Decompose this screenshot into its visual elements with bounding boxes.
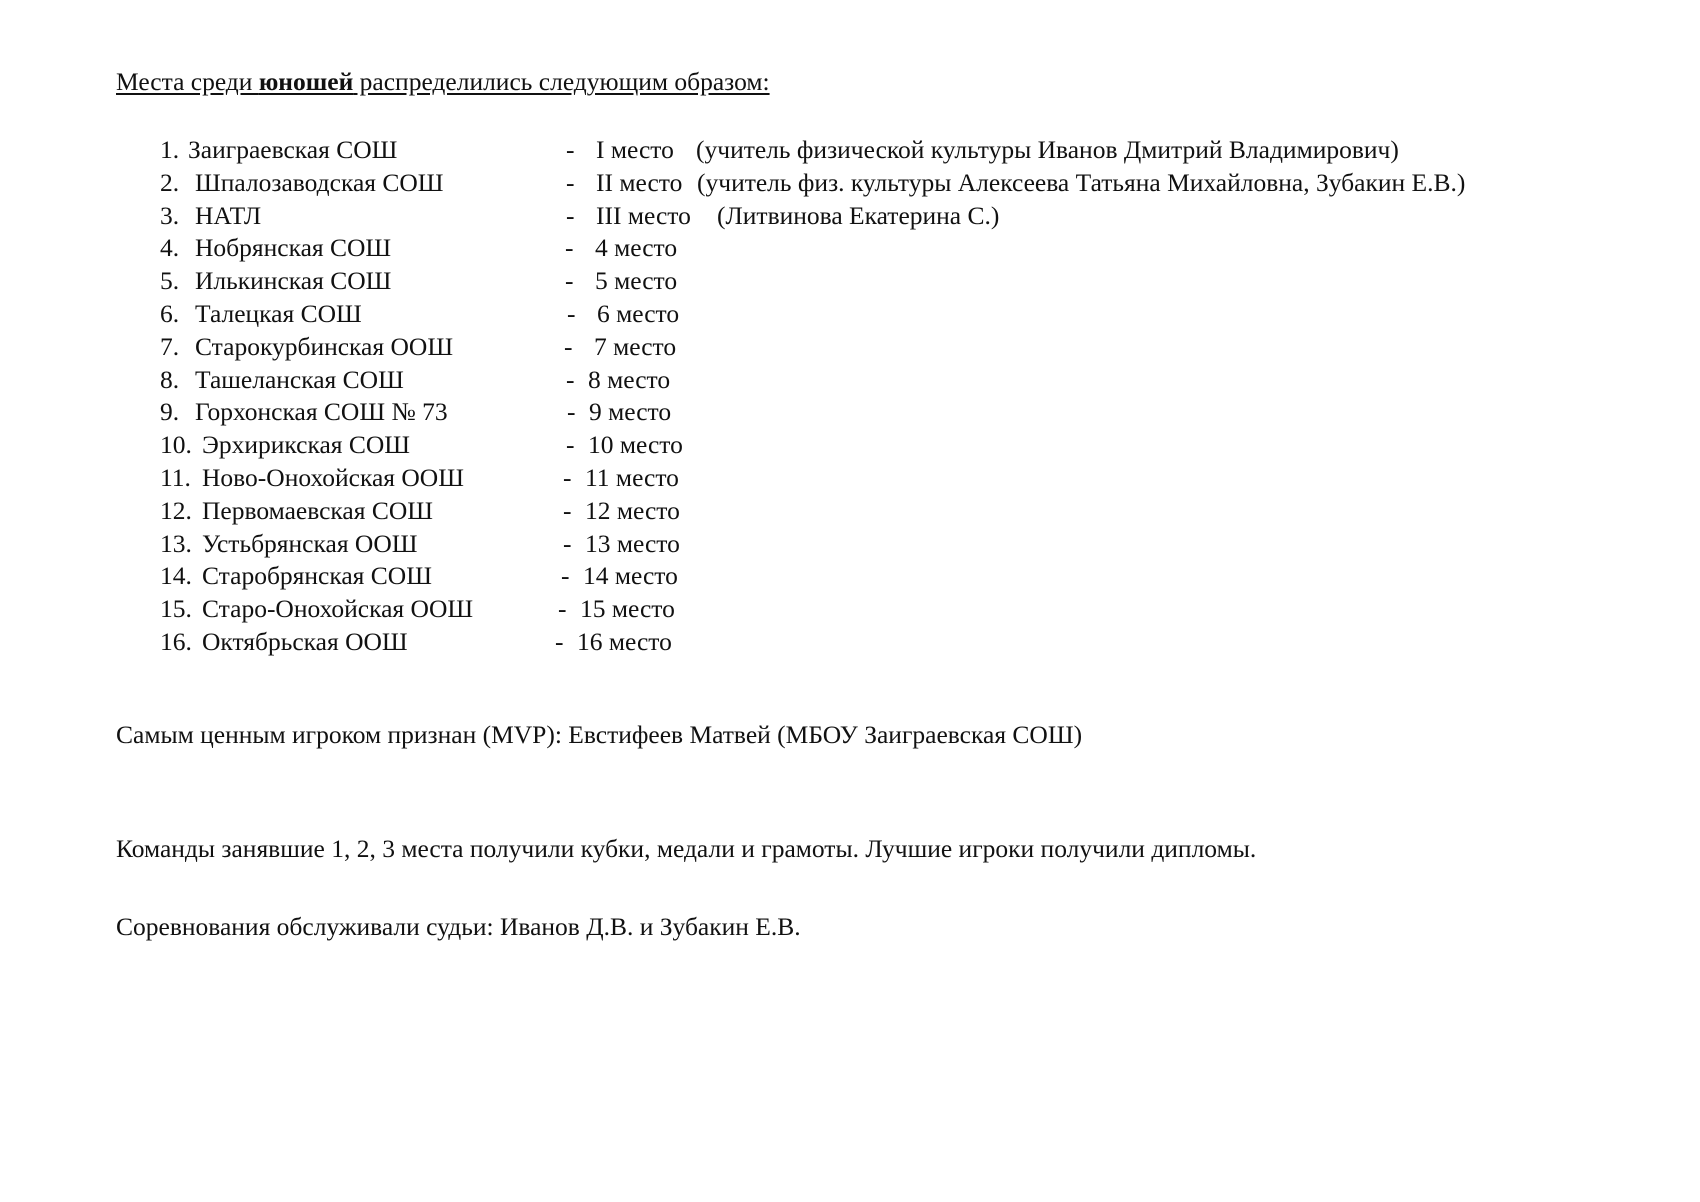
place-label: 10 место [588,430,683,460]
place-label: 11 место [585,462,679,492]
place-label: 9 место [589,397,672,427]
heading-suffix: распределились следующим образом: [353,67,770,96]
separator-dash: - [563,528,572,558]
rank-number: 11. [160,462,191,492]
rank-number: 14. [160,561,192,591]
rank-number: 4. [160,233,180,263]
school-name: Первомаевская СОШ [202,495,433,525]
separator-dash: - [555,626,564,656]
rank-number: 13. [160,528,192,558]
separator-dash: - [561,561,570,591]
school-name: Старо-Онохойская ООШ [202,594,474,624]
awards-paragraph: Команды занявшие 1, 2, 3 места получили кубки, медали и грамоты. Лучшие игроки получили дипломы. [116,834,1257,863]
separator-dash: - [567,397,576,427]
mvp-paragraph: Самым ценным игроком признан (MVP): Евстифеев Матвей (МБОУ Заиграевская СОШ) [116,720,1083,749]
separator-dash: - [566,200,575,230]
separator-dash: - [566,135,575,164]
school-name: Октябрьская ООШ [202,626,408,656]
rank-number: 1. [160,135,180,164]
coach-note: (учитель физической культуры Иванов Дмитрий Владимирович) [696,135,1399,164]
place-label: 6 место [597,298,680,328]
separator-dash: - [565,233,574,263]
place-label: 14 место [583,561,678,591]
rank-number: 7. [160,331,180,361]
coach-note: (учитель физ. культуры Алексеева Татьяна Михайловна, Зубакин Е.В.) [697,167,1466,197]
school-name: Илькинская СОШ [195,266,392,296]
place-label: 12 место [585,495,680,525]
separator-dash: - [566,167,575,197]
place-label: 16 место [577,626,672,656]
school-name: Талецкая СОШ [195,298,362,328]
rank-number: 6. [160,298,180,328]
place-label: 13 место [585,528,680,558]
rank-number: 9. [160,397,180,427]
place-label: II место [596,167,683,197]
results-heading [116,66,770,98]
heading-bold-word: юношей [258,67,354,96]
rank-number: 10. [160,430,192,460]
rank-number: 8. [160,364,180,394]
judges-paragraph: Соревнования обслуживали судьи: Иванов Д.В. и Зубакин Е.В. [116,912,801,941]
school-name: Заиграевская СОШ [188,135,398,164]
heading-prefix: Места среди [116,67,259,96]
rank-number: 12. [160,495,192,525]
place-label: 15 место [580,594,675,624]
place-label: I место [596,135,674,164]
school-name: Устьбрянская ООШ [202,528,418,558]
school-name: Ново-Онохойская ООШ [202,462,464,492]
separator-dash: - [564,331,573,361]
school-name: Шпалозаводская СОШ [195,167,444,197]
separator-dash: - [558,594,567,624]
place-label: III место [596,200,691,230]
separator-dash: - [563,462,572,492]
school-name: Ташеланская СОШ [195,364,404,394]
rank-number: 2. [160,167,180,197]
separator-dash: - [566,430,575,460]
school-name: Нобрянская СОШ [195,233,392,263]
school-name: Старобрянская СОШ [202,561,432,591]
place-label: 5 место [595,266,678,296]
rank-number: 3. [160,200,180,230]
separator-dash: - [567,298,576,328]
rank-number: 5. [160,266,180,296]
school-name: Старокурбинская ООШ [195,331,454,361]
separator-dash: - [565,266,574,296]
place-label: 8 место [588,364,671,394]
school-name: НАТЛ [195,200,262,230]
rank-number: 15. [160,594,192,624]
separator-dash: - [563,495,572,525]
separator-dash: - [566,364,575,394]
place-label: 4 место [595,233,678,263]
school-name: Горхонская СОШ № 73 [195,397,448,427]
place-label: 7 место [594,331,677,361]
school-name: Эрхирикская СОШ [202,430,411,460]
rank-number: 16. [160,626,192,656]
coach-note: (Литвинова Екатерина С.) [717,200,1000,230]
